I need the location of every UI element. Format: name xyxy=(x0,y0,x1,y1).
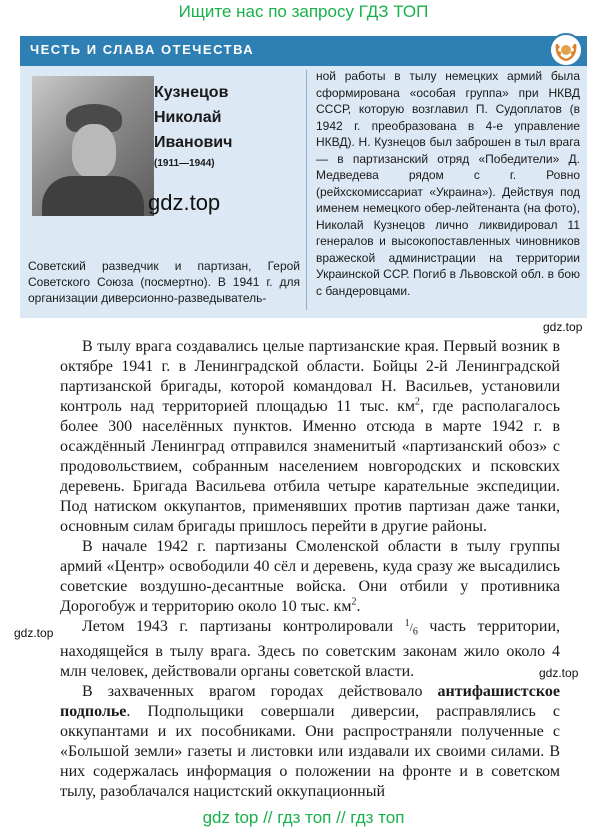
term-antifascist-underground: антифашистское подполье xyxy=(60,683,560,721)
top-search-hint: Ищите нас по запросу ГДЗ ТОП xyxy=(178,2,429,21)
biography-box xyxy=(20,66,587,318)
person-years: (1911—1944) xyxy=(154,158,215,169)
paragraph: В тылу врага создавались целые партизанские края. Первый возник в октябре 1941 г. в Ленинградской области. Бойцы 2-й Ленинградской партизанской бригады, которой командовал Н. Васильев, установили контроль над территорией площадью 11 тыс. $км^2$, где располагалось более 300 населённых пунктов. Именно отсюда в марте 1942 г. в осаждённый Ленинград отправился знаменитый «партизанский обоз» с продовольствием, собранным населением новгородских и псковских деревень. Бригада Васильева отбила четыре карательные экспедиции. Под натиском оккупантов, применявших против партизан даже танки, основным силам бригады пришлось перейти в другие районы. xyxy=(60,338,560,535)
watermark: gdz.top xyxy=(14,626,54,640)
main-text xyxy=(60,337,560,802)
watermark: gdz.top xyxy=(539,666,579,680)
section-title: ЧЕСТЬ И СЛАВА ОТЕЧЕСТВА xyxy=(30,42,255,57)
portrait-photo xyxy=(32,76,154,216)
person-surname: Кузнецов xyxy=(154,84,229,101)
paragraph: В начале 1942 г. партизаны Смоленской области в тылу группы армий «Центр» освободили 40 сёл и деревень, куда сразу же высадились советские воздушно-десантные войска. Они отбили у противника Дорогобуж и территорию около 10 тыс. $км^2$. xyxy=(60,538,560,615)
column-divider xyxy=(306,70,307,310)
paragraph: Летом 1943 г. партизаны контролировали $^1/_6$ часть территории, находящейся в тылу врага. Здесь по советским законам жило около 4 млн человек, действовали органы советской власти. xyxy=(60,618,561,681)
laurel-wreath-icon xyxy=(549,33,583,67)
fraction-one-sixth: $^1/_6$ xyxy=(404,618,418,638)
biography-text-right: ной работы в тылу немецких армий была сформирована «особая группа» при НКВД СССР, которую возглавил П. Судоплатов (в 1942 г. преобразована в 4-е управление НКВД). Н. Кузнецов был заброшен в тыл врага — в партизанский отряд «Победители» Д. Медведева рядом с г. Ровно (рейхскомиссариат «Украина»). Действуя под именем немецкого обер-лейтенанта (на фото), Николай Кузнецов лично ликвидировал 11 генералов и высокопоставленных чиновников вражеской администрации на территории Украинской ССР. Погиб в Львовской обл. в бою с бандеровцами. xyxy=(316,69,580,298)
footer-watermark: gdz top // гдз топ // гдз топ xyxy=(202,808,405,827)
person-patronymic: Иванович xyxy=(154,134,233,151)
section-header xyxy=(20,36,587,66)
person-name xyxy=(154,80,232,155)
watermark: gdz.top xyxy=(543,320,583,334)
watermark: gdz.top xyxy=(148,190,221,215)
biography-text-left: Советский разведчик и партизан, Герой Советского Союза (посмертно). В 1941 г. для организации диверсионно-разведыватель- xyxy=(28,259,300,305)
paragraph: В захваченных врагом городах действовало антифашистское подполье. Подпольщики совершали диверсии, расправлялись с оккупантами и их пособниками. Они распространяли полученные с «Большой земли» газеты и листовки или издавали их своими силами. В них содержалась информация о положении на фронте и в советском тылу, разоблачался нацистский оккупационный xyxy=(60,683,560,801)
person-first-name: Николай xyxy=(154,109,222,126)
